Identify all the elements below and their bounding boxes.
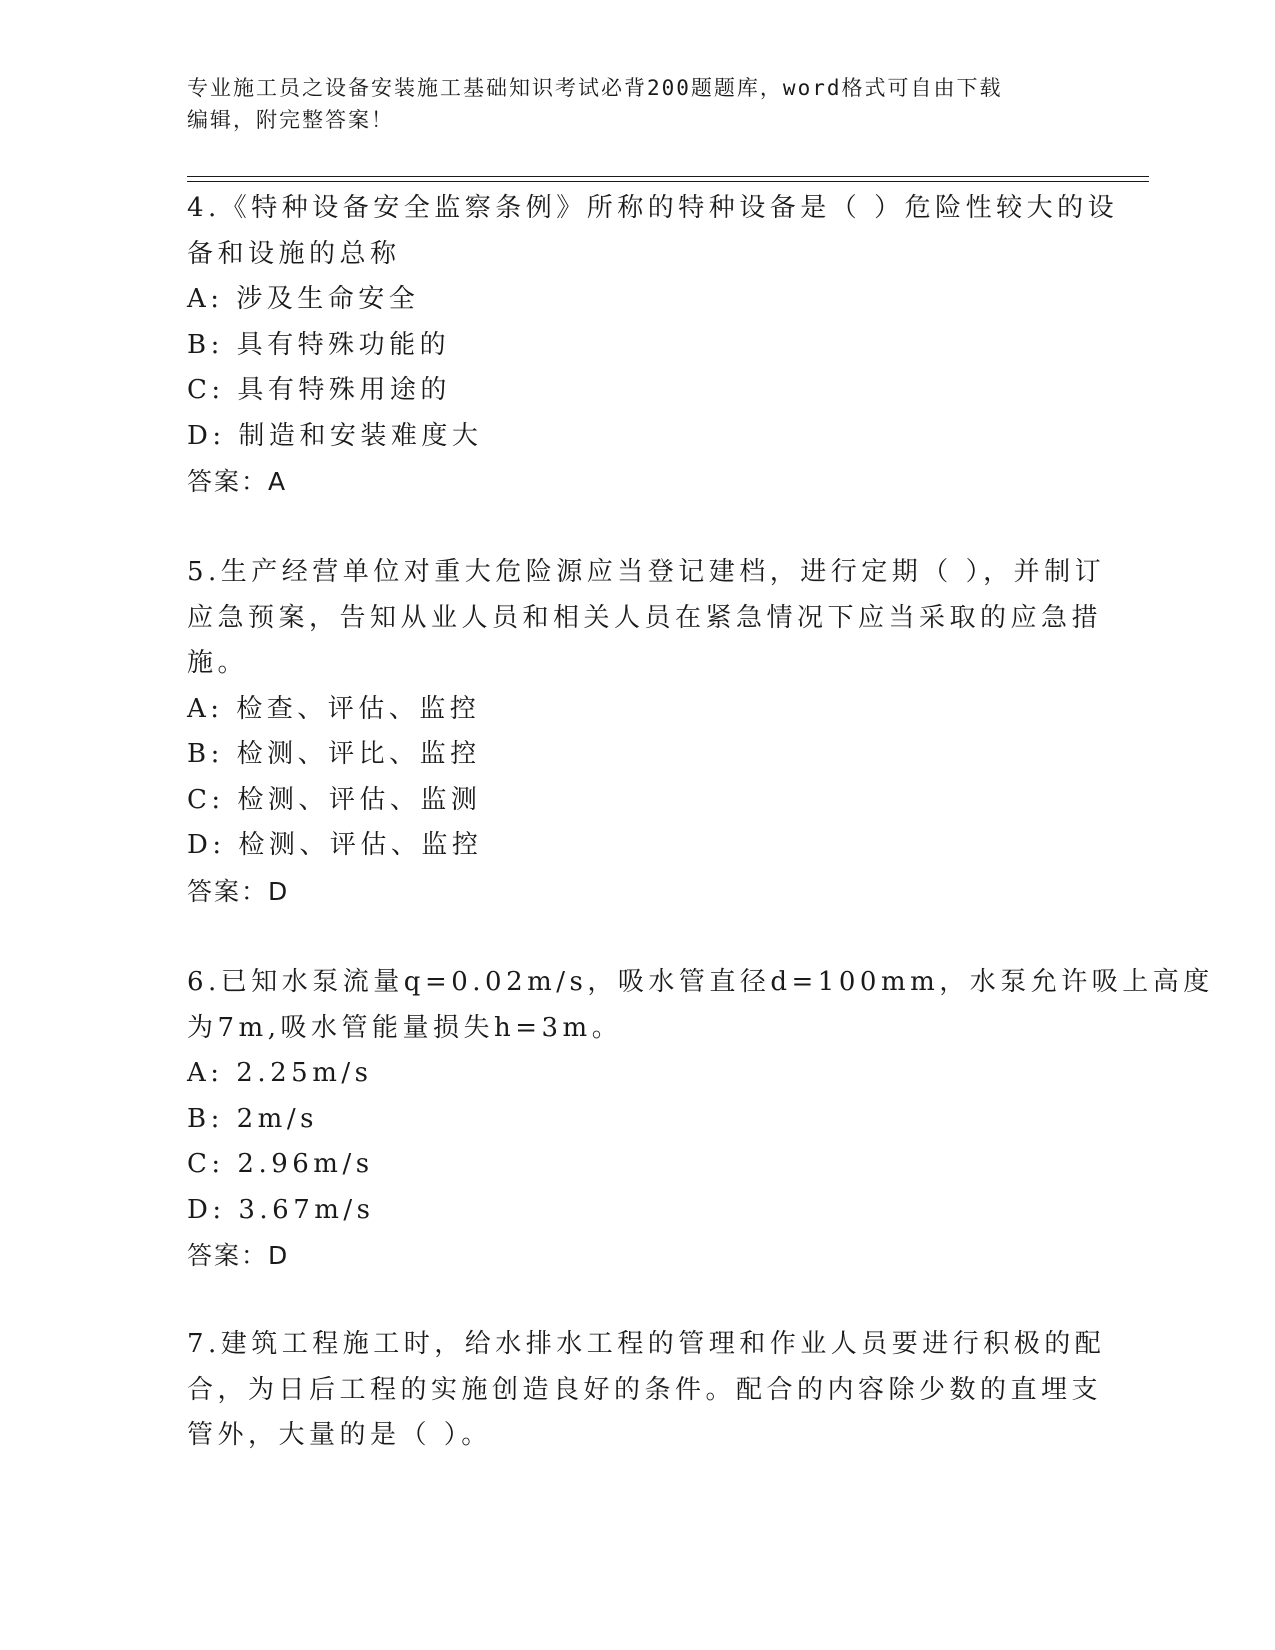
header-divider-bottom bbox=[187, 181, 1149, 182]
option-a: A: 检查、评估、监控 bbox=[187, 693, 481, 724]
header-title-line-1: 专业施工员之设备安装施工基础知识考试必背200题题库，word格式可自由下载 bbox=[187, 76, 1003, 100]
option-d: D: 检测、评估、监控 bbox=[187, 830, 483, 860]
answer-text: 答案：D bbox=[187, 876, 290, 906]
document-header bbox=[187, 72, 1067, 136]
question-text-line: 合，为日后工程的实施创造良好的条件。配合的内容除少数的直埋支 bbox=[187, 1374, 1103, 1405]
header-title-line-2: 编辑，附完整答案！ bbox=[187, 108, 394, 132]
option-d: D: 制造和安装难度大 bbox=[187, 420, 483, 451]
option-a: A: 涉及生命安全 bbox=[187, 284, 420, 314]
question-text-line: 7.建筑工程施工时，给水排水工程的管理和作业人员要进行积极的配 bbox=[187, 1329, 1106, 1359]
answer-text: 答案：D bbox=[187, 1241, 290, 1270]
question-4 bbox=[187, 186, 1119, 505]
question-7 bbox=[187, 1322, 1106, 1459]
option-b: B: 具有特殊功能的 bbox=[187, 329, 451, 360]
option-d: D: 3.67m/s bbox=[187, 1194, 375, 1225]
header-divider-top bbox=[187, 176, 1149, 177]
option-b: B: 2m/s bbox=[187, 1103, 318, 1134]
question-6 bbox=[187, 960, 1214, 1279]
option-a: A: 2.25m/s bbox=[187, 1058, 373, 1088]
question-5 bbox=[187, 550, 1106, 914]
question-text-line: 5.生产经营单位对重大危险源应当登记建档，进行定期（ ），并制订 bbox=[187, 557, 1106, 587]
option-b: B: 检测、评比、监控 bbox=[187, 739, 481, 769]
question-text-line: 施。 bbox=[187, 648, 249, 678]
question-text-line: 应急预案，告知从业人员和相关人员在紧急情况下应当采取的应急措 bbox=[187, 602, 1103, 633]
question-text-line: 备和设施的总称 bbox=[187, 238, 401, 269]
question-text-line: 为7m,吸水管能量损失h=3m。 bbox=[187, 1012, 623, 1043]
question-text-line: 管外，大量的是（ ）。 bbox=[187, 1420, 492, 1450]
question-text-line: 6.已知水泵流量q=0.02m/s，吸水管直径d=100mm，水泵允许吸上高度 bbox=[187, 967, 1214, 997]
option-c: C: 2.96m/s bbox=[187, 1149, 374, 1179]
option-c: C: 具有特殊用途的 bbox=[187, 375, 451, 405]
answer-text: 答案：A bbox=[187, 467, 288, 496]
question-text-line: 4.《特种设备安全监察条例》所称的特种设备是（ ）危险性较大的设 bbox=[187, 193, 1119, 223]
option-c: C: 检测、评估、监测 bbox=[187, 784, 482, 815]
